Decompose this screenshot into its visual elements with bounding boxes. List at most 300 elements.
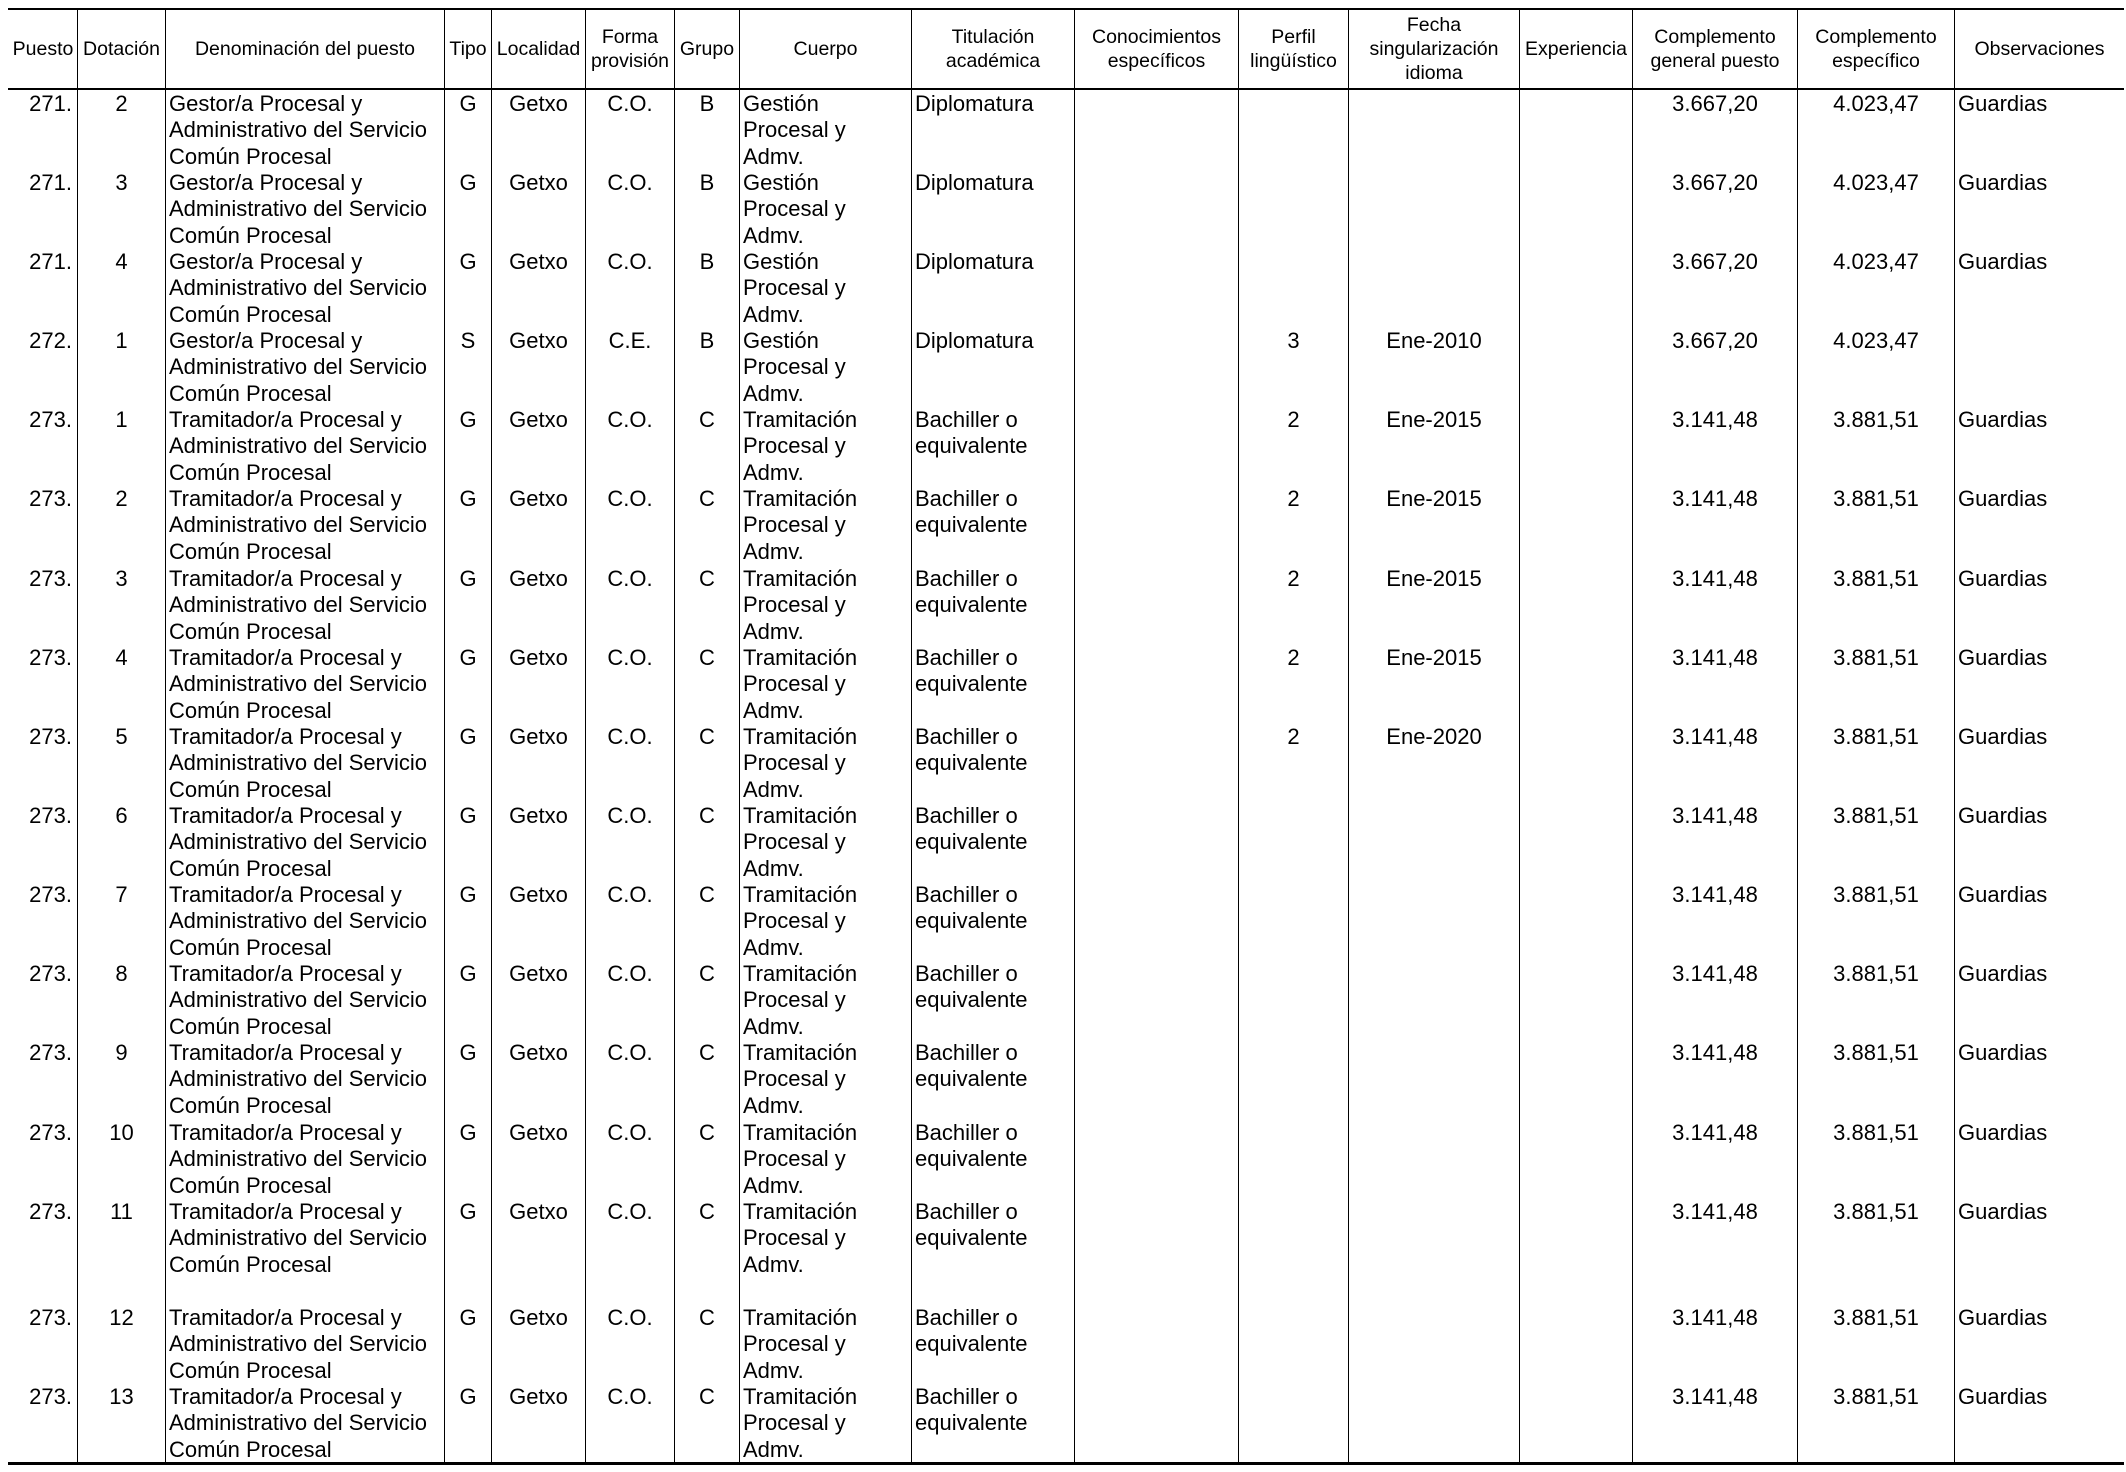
- cell-cuerpo: [740, 407, 911, 486]
- cell-dotacion: 8: [115, 961, 128, 986]
- cell-cuerpo: [740, 1040, 911, 1119]
- cell-puesto: 273.: [29, 1040, 72, 1065]
- table-row: [0, 1040, 2126, 1119]
- cell-puesto: 272.: [29, 328, 72, 353]
- header-localidad: Localidad: [496, 38, 581, 60]
- cell-grupo: C: [699, 961, 715, 986]
- cell-cuerpo: [740, 961, 911, 1040]
- cell-line: equivalente: [915, 1066, 1028, 1092]
- table-row: [0, 1384, 2126, 1463]
- cell-line: Admv.: [743, 301, 804, 327]
- cell-line: Administrativo del Servicio: [169, 829, 427, 855]
- cell-forma: C.O.: [607, 961, 653, 986]
- cell-line: Admv.: [743, 697, 804, 723]
- cell-ce: 3.881,51: [1833, 407, 1919, 432]
- cell-line: Admv.: [743, 618, 804, 644]
- cell-line: Procesal y: [743, 1146, 846, 1172]
- cell-line: Procesal y: [743, 1410, 846, 1436]
- cell-line: Común Procesal: [169, 222, 332, 248]
- cell-localidad: Getxo: [509, 249, 568, 274]
- cell-line: Bachiller o: [915, 1384, 1018, 1409]
- cell-dotacion: 7: [115, 882, 128, 907]
- cell-line: Tramitación: [743, 724, 858, 749]
- cell-cuerpo: [740, 486, 911, 565]
- cell-obs: Guardias: [1958, 724, 2048, 749]
- cell-den: [166, 407, 444, 486]
- cell-grupo: B: [699, 328, 715, 353]
- cell-line: Procesal y: [743, 750, 846, 776]
- cell-line: Común Procesal: [169, 380, 332, 406]
- cell-cgp: 3.141,48: [1672, 961, 1758, 986]
- cell-puesto: 273.: [29, 724, 72, 749]
- cell-forma: C.O.: [607, 1384, 653, 1409]
- table-row: [0, 91, 2126, 170]
- cell-line: Administrativo del Servicio: [169, 1146, 427, 1172]
- header-grupo: Grupo: [679, 38, 735, 60]
- cell-tipo: G: [459, 1040, 477, 1065]
- cell-line: Bachiller o: [915, 1199, 1018, 1224]
- cell-den: [166, 961, 444, 1040]
- cell-obs: Guardias: [1958, 1199, 2048, 1224]
- cell-dotacion: 12: [109, 1305, 134, 1330]
- cell-forma: C.O.: [607, 1305, 653, 1330]
- cell-line: Procesal y: [743, 671, 846, 697]
- cell-cgp: 3.141,48: [1672, 1120, 1758, 1145]
- table-row: [0, 1120, 2126, 1199]
- cell-tipo: G: [459, 486, 477, 511]
- cell-line: Gestor/a Procesal y: [169, 328, 363, 353]
- header-bottom-rule: [8, 88, 2124, 90]
- cell-line: Admv.: [743, 143, 804, 169]
- cell-localidad: Getxo: [509, 91, 568, 116]
- cell-line: Admv.: [743, 1172, 804, 1198]
- cell-ce: 3.881,51: [1833, 1305, 1919, 1330]
- cell-tipo: G: [459, 882, 477, 907]
- cell-cgp: 3.141,48: [1672, 645, 1758, 670]
- cell-line: Gestor/a Procesal y: [169, 170, 363, 195]
- cell-grupo: C: [699, 724, 715, 749]
- cell-tipo: G: [459, 1305, 477, 1330]
- cell-forma: C.O.: [607, 645, 653, 670]
- cell-obs: Guardias: [1958, 1384, 2048, 1409]
- cell-localidad: Getxo: [509, 486, 568, 511]
- cell-line: Tramitador/a Procesal y: [169, 724, 402, 749]
- header-complemento-especifico: Complemento específico: [1815, 26, 1937, 72]
- cell-obs: Guardias: [1958, 1120, 2048, 1145]
- cell-dotacion: 10: [109, 1120, 134, 1145]
- cell-cgp: 3.141,48: [1672, 882, 1758, 907]
- cell-line: Bachiller o: [915, 645, 1018, 670]
- cell-line: Gestor/a Procesal y: [169, 249, 363, 274]
- cell-cuerpo: [740, 803, 911, 882]
- cell-line: Tramitador/a Procesal y: [169, 1305, 402, 1330]
- cell-line: Bachiller o: [915, 566, 1018, 591]
- cell-line: Procesal y: [743, 512, 846, 538]
- cell-line: Tramitación: [743, 803, 858, 828]
- header-conocimientos: Conocimientos específicos: [1092, 26, 1221, 72]
- cell-tipo: G: [459, 645, 477, 670]
- cell-den: [166, 249, 444, 328]
- cell-line: Admv.: [743, 459, 804, 485]
- cell-line: equivalente: [915, 512, 1028, 538]
- cell-den: [166, 170, 444, 249]
- cell-line: equivalente: [915, 671, 1028, 697]
- cell-line: Admv.: [743, 222, 804, 248]
- cell-cuerpo: [740, 1384, 911, 1463]
- cell-line: Administrativo del Servicio: [169, 750, 427, 776]
- cell-forma: C.O.: [607, 91, 653, 116]
- cell-ce: 3.881,51: [1833, 1120, 1919, 1145]
- cell-grupo: C: [699, 645, 715, 670]
- cell-cuerpo: [740, 249, 911, 328]
- cell-puesto: 271.: [29, 249, 72, 274]
- cell-line: Admv.: [743, 1092, 804, 1118]
- cell-localidad: Getxo: [509, 961, 568, 986]
- cell-grupo: C: [699, 803, 715, 828]
- cell-dotacion: 9: [115, 1040, 128, 1065]
- cell-cgp: 3.667,20: [1672, 91, 1758, 116]
- cell-cuerpo: [740, 1305, 911, 1384]
- cell-dotacion: 11: [110, 1199, 133, 1224]
- cell-grupo: B: [699, 249, 715, 274]
- cell-localidad: Getxo: [509, 1199, 568, 1224]
- cell-den: [166, 803, 444, 882]
- cell-obs: Guardias: [1958, 486, 2048, 511]
- cell-cuerpo: [740, 170, 911, 249]
- cell-line: Tramitación: [743, 1040, 858, 1065]
- cell-line: Procesal y: [743, 117, 846, 143]
- cell-line: Común Procesal: [169, 697, 332, 723]
- cell-puesto: 273.: [29, 803, 72, 828]
- cell-fecha: Ene-2020: [1386, 724, 1482, 749]
- cell-line: Común Procesal: [169, 538, 332, 564]
- cell-ce: 3.881,51: [1833, 724, 1919, 749]
- cell-titulacion: [912, 803, 1074, 856]
- cell-line: Tramitador/a Procesal y: [169, 486, 402, 511]
- cell-line: Bachiller o: [915, 1305, 1018, 1330]
- cell-cuerpo: [740, 1120, 911, 1199]
- cell-line: Tramitador/a Procesal y: [169, 803, 402, 828]
- cell-titulacion: [912, 249, 1074, 275]
- table-row: [0, 882, 2126, 961]
- cell-titulacion: [912, 1384, 1074, 1437]
- cell-line: Procesal y: [743, 275, 846, 301]
- cell-puesto: 273.: [29, 1305, 72, 1330]
- cell-puesto: 273.: [29, 961, 72, 986]
- cell-cgp: 3.141,48: [1672, 1384, 1758, 1409]
- cell-localidad: Getxo: [509, 1384, 568, 1409]
- cell-obs: Guardias: [1958, 249, 2048, 274]
- cell-line: Administrativo del Servicio: [169, 908, 427, 934]
- cell-titulacion: [912, 1040, 1074, 1093]
- cell-line: Admv.: [743, 538, 804, 564]
- cell-dotacion: 6: [115, 803, 128, 828]
- cell-obs: Guardias: [1958, 645, 2048, 670]
- cell-dotacion: 4: [115, 645, 128, 670]
- cell-puesto: 273.: [29, 645, 72, 670]
- cell-ce: 3.881,51: [1833, 1384, 1919, 1409]
- header-cuerpo: Cuerpo: [793, 38, 858, 60]
- cell-line: Común Procesal: [169, 1092, 332, 1118]
- cell-line: Tramitación: [743, 1305, 858, 1330]
- cell-line: Procesal y: [743, 592, 846, 618]
- cell-grupo: C: [699, 1384, 715, 1409]
- cell-localidad: Getxo: [509, 566, 568, 591]
- cell-line: Tramitador/a Procesal y: [169, 566, 402, 591]
- cell-line: equivalente: [915, 433, 1028, 459]
- cell-line: Tramitador/a Procesal y: [169, 1384, 402, 1409]
- cell-line: Común Procesal: [169, 301, 332, 327]
- cell-tipo: G: [459, 724, 477, 749]
- cell-puesto: 273.: [29, 566, 72, 591]
- cell-cuerpo: [740, 91, 911, 170]
- cell-puesto: 273.: [29, 486, 72, 511]
- cell-line: Tramitador/a Procesal y: [169, 645, 402, 670]
- header-denominacion: Denominación del puesto: [194, 38, 416, 60]
- cell-dotacion: 2: [115, 486, 128, 511]
- cell-titulacion: [912, 407, 1074, 460]
- cell-localidad: Getxo: [509, 803, 568, 828]
- cell-obs: Guardias: [1958, 91, 2048, 116]
- cell-tipo: G: [459, 91, 477, 116]
- cell-line: Procesal y: [743, 1331, 846, 1357]
- cell-line: equivalente: [915, 1225, 1028, 1251]
- cell-line: Administrativo del Servicio: [169, 1066, 427, 1092]
- cell-grupo: C: [699, 1305, 715, 1330]
- cell-line: Admv.: [743, 776, 804, 802]
- cell-den: [166, 486, 444, 565]
- cell-ce: 3.881,51: [1833, 803, 1919, 828]
- cell-line: Tramitador/a Procesal y: [169, 882, 402, 907]
- cell-line: Común Procesal: [169, 1251, 332, 1277]
- cell-dotacion: 3: [115, 566, 128, 591]
- cell-line: Admv.: [743, 380, 804, 406]
- header-puesto: Puesto: [12, 38, 74, 60]
- cell-tipo: G: [459, 803, 477, 828]
- cell-tipo: G: [459, 961, 477, 986]
- table-row: [0, 566, 2126, 645]
- cell-den: [166, 1199, 444, 1278]
- cell-forma: C.O.: [607, 724, 653, 749]
- cell-tipo: G: [459, 249, 477, 274]
- cell-grupo: C: [699, 1199, 715, 1224]
- cell-line: Administrativo del Servicio: [169, 433, 427, 459]
- cell-line: Común Procesal: [169, 618, 332, 644]
- header-fecha: Fecha singularización idioma: [1369, 14, 1499, 84]
- header-forma-provision: Forma provisión: [590, 26, 670, 72]
- cell-line: Bachiller o: [915, 486, 1018, 511]
- cell-line: Gestión: [743, 249, 819, 274]
- cell-line: equivalente: [915, 1146, 1028, 1172]
- cell-line: Admv.: [743, 934, 804, 960]
- cell-ce: 3.881,51: [1833, 645, 1919, 670]
- cell-line: Gestión: [743, 328, 819, 353]
- cell-fecha: Ene-2015: [1386, 645, 1482, 670]
- cell-line: Tramitación: [743, 486, 858, 511]
- cell-line: Admv.: [743, 1251, 804, 1277]
- table-row: [0, 328, 2126, 407]
- cell-line: Administrativo del Servicio: [169, 1410, 427, 1436]
- cell-line: Gestión: [743, 170, 819, 195]
- cell-cuerpo: [740, 645, 911, 724]
- cell-ce: 3.881,51: [1833, 1199, 1919, 1224]
- cell-line: Procesal y: [743, 1066, 846, 1092]
- cell-line: Común Procesal: [169, 776, 332, 802]
- cell-cuerpo: [740, 1199, 911, 1278]
- cell-forma: C.O.: [607, 1199, 653, 1224]
- cell-ce: 3.881,51: [1833, 1040, 1919, 1065]
- cell-grupo: B: [699, 91, 715, 116]
- cell-den: [166, 1305, 444, 1384]
- cell-line: Procesal y: [743, 196, 846, 222]
- cell-line: Tramitador/a Procesal y: [169, 1199, 402, 1224]
- cell-line: Procesal y: [743, 354, 846, 380]
- cell-puesto: 271.: [29, 91, 72, 116]
- cell-cgp: 3.141,48: [1672, 407, 1758, 432]
- cell-localidad: Getxo: [509, 1120, 568, 1145]
- cell-tipo: G: [459, 1199, 477, 1224]
- cell-obs: Guardias: [1958, 1040, 2048, 1065]
- cell-line: Común Procesal: [169, 1172, 332, 1198]
- cell-den: [166, 566, 444, 645]
- cell-fecha: Ene-2015: [1386, 486, 1482, 511]
- cell-titulacion: [912, 1120, 1074, 1173]
- cell-line: Común Procesal: [169, 855, 332, 881]
- cell-line: Procesal y: [743, 1225, 846, 1251]
- cell-grupo: B: [699, 170, 715, 195]
- cell-dotacion: 5: [115, 724, 128, 749]
- header-experiencia: Experiencia: [1525, 38, 1627, 60]
- cell-line: Bachiller o: [915, 882, 1018, 907]
- cell-tipo: G: [459, 170, 477, 195]
- table-row: [0, 961, 2126, 1040]
- cell-cgp: 3.141,48: [1672, 724, 1758, 749]
- cell-titulacion: [912, 961, 1074, 1014]
- cell-forma: C.O.: [607, 882, 653, 907]
- cell-titulacion: [912, 724, 1074, 777]
- cell-dotacion: 3: [115, 170, 128, 195]
- header-tipo: Tipo: [449, 38, 487, 60]
- cell-ce: 4.023,47: [1833, 328, 1919, 353]
- cell-line: Tramitador/a Procesal y: [169, 407, 402, 432]
- cell-den: [166, 1040, 444, 1119]
- cell-line: Tramitación: [743, 645, 858, 670]
- cell-cuerpo: [740, 566, 911, 645]
- cell-line: Tramitación: [743, 566, 858, 591]
- cell-line: Gestor/a Procesal y: [169, 91, 363, 116]
- cell-line: Gestión: [743, 91, 819, 116]
- cell-line: Común Procesal: [169, 143, 332, 169]
- cell-dotacion: 2: [115, 91, 128, 116]
- cell-cuerpo: [740, 724, 911, 803]
- table-row: [0, 803, 2126, 882]
- cell-perfil: 2: [1287, 645, 1300, 670]
- cell-line: Admv.: [743, 1013, 804, 1039]
- cell-line: equivalente: [915, 1410, 1028, 1436]
- cell-line: Procesal y: [743, 433, 846, 459]
- cell-line: Común Procesal: [169, 934, 332, 960]
- cell-dotacion: 13: [109, 1384, 134, 1409]
- cell-forma: C.O.: [607, 407, 653, 432]
- cell-line: equivalente: [915, 908, 1028, 934]
- cell-den: [166, 1120, 444, 1199]
- cell-den: [166, 328, 444, 407]
- cell-tipo: G: [459, 1120, 477, 1145]
- cell-line: Administrativo del Servicio: [169, 354, 427, 380]
- cell-line: Tramitador/a Procesal y: [169, 1120, 402, 1145]
- cell-grupo: C: [699, 882, 715, 907]
- cell-ce: 3.881,51: [1833, 961, 1919, 986]
- cell-grupo: C: [699, 566, 715, 591]
- cell-fecha: Ene-2010: [1386, 328, 1482, 353]
- cell-line: Tramitación: [743, 1384, 858, 1409]
- cell-line: Bachiller o: [915, 724, 1018, 749]
- cell-den: [166, 724, 444, 803]
- table-row: [0, 1199, 2126, 1278]
- cell-line: Bachiller o: [915, 961, 1018, 986]
- cell-cuerpo: [740, 328, 911, 407]
- cell-line: Tramitación: [743, 882, 858, 907]
- cell-tipo: G: [459, 1384, 477, 1409]
- cell-titulacion: [912, 882, 1074, 935]
- cell-puesto: 273.: [29, 882, 72, 907]
- cell-titulacion: [912, 645, 1074, 698]
- table-row: [0, 249, 2126, 328]
- cell-forma: C.O.: [607, 249, 653, 274]
- cell-titulacion: [912, 486, 1074, 539]
- cell-ce: 3.881,51: [1833, 566, 1919, 591]
- cell-cgp: 3.667,20: [1672, 328, 1758, 353]
- cell-titulacion: [912, 1305, 1074, 1358]
- cell-puesto: 273.: [29, 1384, 72, 1409]
- cell-cgp: 3.667,20: [1672, 170, 1758, 195]
- cell-line: Bachiller o: [915, 1120, 1018, 1145]
- cell-perfil: 2: [1287, 486, 1300, 511]
- header-titulacion: Titulación académica: [945, 26, 1041, 72]
- cell-line: equivalente: [915, 592, 1028, 618]
- cell-cgp: 3.667,20: [1672, 249, 1758, 274]
- cell-cgp: 3.141,48: [1672, 1199, 1758, 1224]
- table-row: [0, 407, 2126, 486]
- cell-localidad: Getxo: [509, 645, 568, 670]
- cell-den: [166, 91, 444, 170]
- cell-forma: C.O.: [607, 1040, 653, 1065]
- cell-line: Procesal y: [743, 987, 846, 1013]
- cell-line: Administrativo del Servicio: [169, 275, 427, 301]
- cell-line: Admv.: [743, 855, 804, 881]
- cell-ce: 4.023,47: [1833, 170, 1919, 195]
- cell-puesto: 273.: [29, 407, 72, 432]
- cell-fecha: Ene-2015: [1386, 407, 1482, 432]
- cell-perfil: 2: [1287, 724, 1300, 749]
- cell-fecha: Ene-2015: [1386, 566, 1482, 591]
- cell-line: Bachiller o: [915, 1040, 1018, 1065]
- cell-titulacion: [912, 170, 1074, 196]
- cell-localidad: Getxo: [509, 724, 568, 749]
- cell-forma: C.O.: [607, 803, 653, 828]
- cell-line: Bachiller o: [915, 407, 1018, 432]
- cell-cgp: 3.141,48: [1672, 803, 1758, 828]
- cell-ce: 3.881,51: [1833, 486, 1919, 511]
- cell-localidad: Getxo: [509, 170, 568, 195]
- cell-line: Administrativo del Servicio: [169, 1331, 427, 1357]
- cell-obs: Guardias: [1958, 803, 2048, 828]
- cell-forma: C.O.: [607, 486, 653, 511]
- cell-obs: Guardias: [1958, 882, 2048, 907]
- cell-line: Común Procesal: [169, 1357, 332, 1383]
- header-dotacion: Dotación: [83, 38, 160, 60]
- cell-line: Común Procesal: [169, 1013, 332, 1039]
